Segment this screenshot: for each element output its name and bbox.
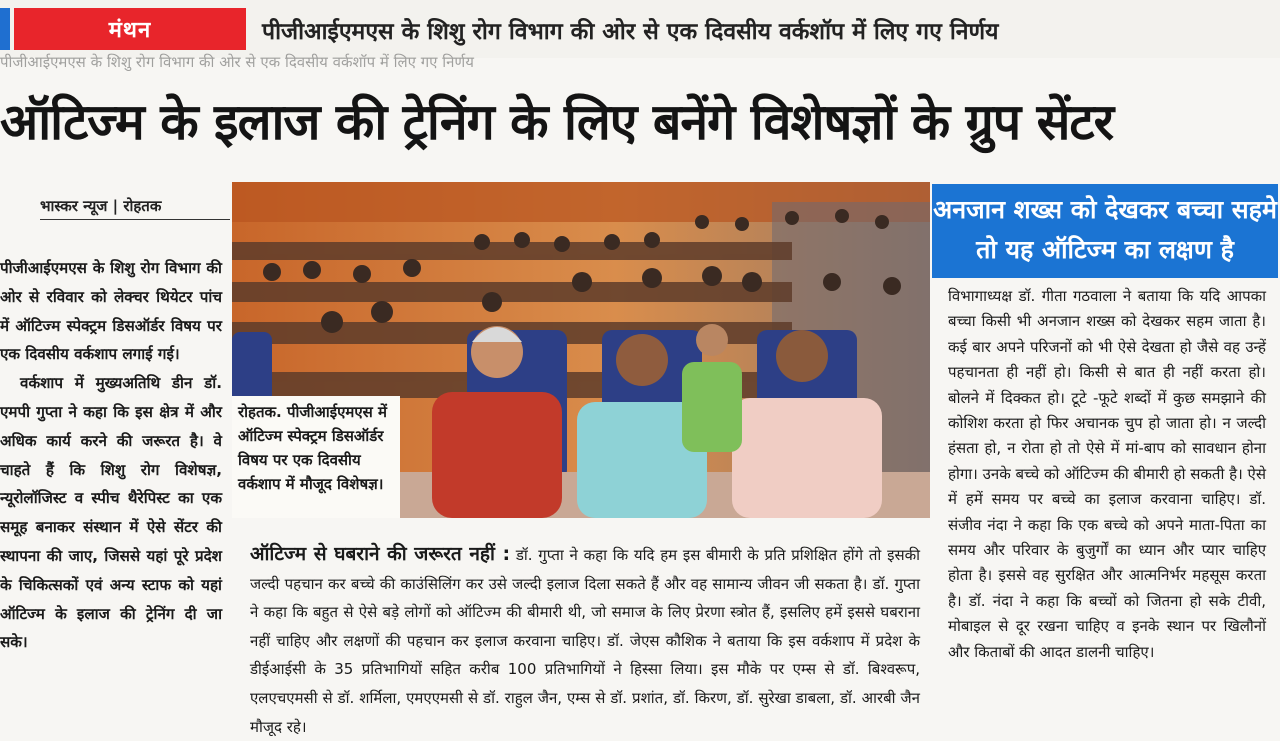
kicker: पीजीआईएमएस के शिशु रोग विभाग की ओर से एक दिवसीय वर्कशॉप में लिए गए निर्णय [262,19,999,45]
left-paragraph-1: पीजीआईएमएस के शिशु रोग विभाग की ओर से रविवार को लेक्चर थियेटर पांच में ऑटिज्म स्पेक्ट्रम डिसऑर्डर विषय पर एक दिवसीय वर्कशाप लगाई गई। [0,259,222,364]
byline: भास्कर न्यूज | रोहतक [40,196,230,220]
bottom-body: डॉ. गुप्ता ने कहा कि यदि हम इस बीमारी के प्रति प्रशिक्षित होंगे तो इसकी जल्दी पहचान कर बच्चे की काउंसिलिंग कर उसे जल्दी इलाज दिला सकते हैं और वह सामान्य जीवन जी सकता है। डॉ. गुप्ता ने कहा कि बहुत से ऐसे बड़े लोगों को ऑटिज्म की बीमारी थी, जो समाज के लिए प्रेरणा स्त्रोत हैं, इसलिए हमें इससे घबराना नहीं चाहिए और लक्षणों की पहचान कर इलाज करवाना चाहिए। डॉ. जेएस कौशिक ने बताया कि इस वर्कशाप में प्रदेश के डीईआईसी के 35 प्रतिभागियों सहित करीब 100 प्रतिभागियों ने हिस्सा लिया। इस मौके पर एम्स से डॉ. बिश्वरूप, एलएचएमसी से डॉ. शर्मिला, एमएएमसी से डॉ. राहुल जैन, एम्स से डॉ. प्रशांत, डॉ. किरण, डॉ. सुरेखा डाबला, डॉ. आरबी जैन मौजूद रहे। [250,546,920,736]
bottom-subhead: ऑटिज्म से घबराने की जरूरत नहीं : [250,543,511,565]
headline: ऑटिज्म के इलाज की ट्रेनिंग के लिए बनेंगे विशेषज्ञों के ग्रुप सेंटर [0,93,1114,151]
section-tag: मंथन [14,8,246,50]
sidebar-body: विभागाध्यक्ष डॉ. गीता गठवाला ने बताया कि यदि आपका बच्चा किसी भी अनजान शख्स को देखकर सहम जाता है। कई बार अपने परिजनों को भी ऐसे देखता हो जैसे वह उन्हें पहचानता ही नहीं हो। किसी से बात ही नहीं करता हो। बोलने में दिक्कत हो। टूटे -फूटे शब्दों में कुछ समझाने की कोशिश करता हो फिर अचानक चुप हो जाता हो। न जल्दी हंसता हो, न रोता हो तो ऐसे में मां-बाप को सावधान होना होगा। उनके बच्चे को ऑटिज्म की बीमारी हो सकती है। ऐसे में हमें समय पर बच्चे का इलाज करवाना चाहिए। डॉ. संजीव नंदा ने कहा कि एक बच्चे को अपने माता-पिता का समय और परिवार के बुजुर्गों का ध्यान और प्यार चाहिए होता है। इससे वह सुरक्षित और आत्मनिर्भर महसूस करता है। डॉ. नंदा ने कहा कि बच्चों को जितना हो सके टीवी, मोबाइल से दूर रखना चाहिए व इनके स्थान पर खिलौनों और किताबों की आदत डालनी चाहिए। [948,287,1266,661]
sidebar-headline: अनजान शख्स को देखकर बच्चा सहमे तो यह ऑटिज्म का लक्षण है [932,184,1278,278]
tag-edge [0,8,10,50]
ghost-bleed-through: पीजीआईएमएस के शिशु रोग विभाग की ओर से एक दिवसीय वर्कशॉप में लिए गए निर्णय [0,53,474,71]
left-column [0,254,222,720]
left-paragraph-2: वर्कशाप में मुख्यअतिथि डीन डॉ. एमपी गुप्ता ने कहा कि इस क्षेत्र में और अधिक कार्य करने की जरूरत है। वे चाहते हैं कि शिशु रोग विशेषज्ञ, न्यूरोलॉजिस्ट व स्पीच थैरेपिस्ट का एक समूह बनाकर संस्थान में ऐसे सेंटर की स्थापना की जाए, जिससे यहां पूरे प्रदेश के चिकित्सकों एवं अन्य स्टाफ को यहां ऑटिज्म के इलाज की ट्रेनिंग दी जा सके। [0,374,222,652]
photo-caption: रोहतक. पीजीआईएमएस में ऑटिज्म स्पेक्ट्रम डिसऑर्डर विषय पर एक दिवसीय वर्कशाप में मौजूद विशेषज्ञ। [232,396,400,518]
bottom-article [250,540,920,736]
